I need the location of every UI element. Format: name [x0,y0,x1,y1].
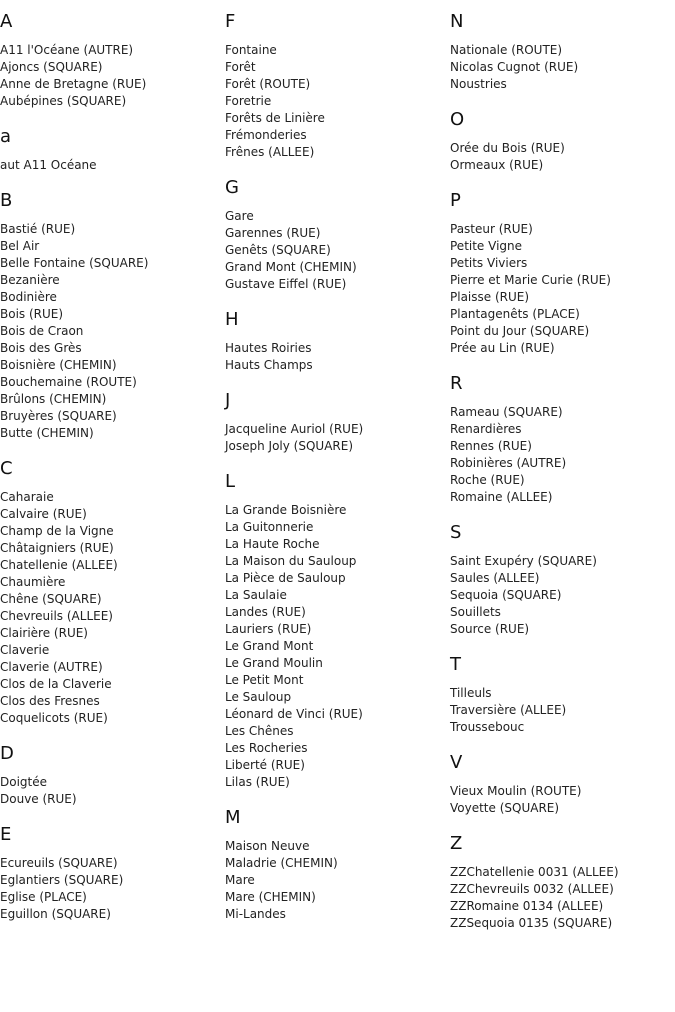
street-index-column-3 [450,10,665,947]
street-link[interactable]: ZZSequoia 0135 (SQUARE) [450,916,613,930]
street-link[interactable]: Le Petit Mont [225,673,304,687]
letter-group [0,823,215,923]
street-link[interactable]: Hauts Champs [225,358,313,372]
street-index-column-2 [225,10,440,938]
street-link[interactable]: Source (RUE) [450,622,530,636]
street-link[interactable]: Champ de la Vigne [0,524,114,538]
street-list [0,855,215,923]
street-link[interactable]: La Grande Boisnière [225,503,347,517]
street-link[interactable]: Lauriers (RUE) [225,622,312,636]
letter-group [0,457,215,727]
street-link[interactable]: Bodinière [0,290,57,304]
street-list [0,774,215,808]
street-link[interactable]: Chêne (SQUARE) [0,592,102,606]
street-link[interactable]: Hautes Roiries [225,341,312,355]
street-link[interactable]: Rennes (RUE) [450,439,532,453]
street-link[interactable]: Noustries [450,77,507,91]
street-link[interactable]: Sequoia (SQUARE) [450,588,562,602]
street-link[interactable]: Bois de Craon [0,324,84,338]
letter-heading: F [225,11,236,32]
street-link[interactable]: Bruyères (SQUARE) [0,409,117,423]
street-link[interactable]: Foretrie [225,94,272,108]
street-list [225,208,440,293]
street-link[interactable]: Bastié (RUE) [0,222,76,236]
letter-heading: a [0,126,12,147]
street-link[interactable]: La Maison du Sauloup [225,554,357,568]
letter-heading: O [450,109,465,130]
street-link[interactable]: Robinières (AUTRE) [450,456,567,470]
street-link[interactable]: Jacqueline Auriol (RUE) [225,422,364,436]
street-link[interactable]: Traversière (ALLEE) [450,703,567,717]
street-link[interactable]: Ajoncs (SQUARE) [0,60,103,74]
street-link[interactable]: Renardières [450,422,522,436]
street-link[interactable]: Coquelicots (RUE) [0,711,108,725]
street-list [450,140,665,174]
street-link[interactable]: Chatellenie (ALLEE) [0,558,118,572]
letter-heading: V [450,752,463,773]
letter-group [450,10,665,93]
letter-group [450,372,665,506]
street-link[interactable]: Vieux Moulin (ROUTE) [450,784,582,798]
street-link[interactable]: Gare [225,209,254,223]
street-link[interactable]: Les Chênes [225,724,294,738]
street-link[interactable]: Bouchemaine (ROUTE) [0,375,137,389]
street-link[interactable]: ZZChevreuils 0032 (ALLEE) [450,882,614,896]
street-link[interactable]: Caharaie [0,490,54,504]
street-link[interactable]: Point du Jour (SQUARE) [450,324,590,338]
street-link[interactable]: Rameau (SQUARE) [450,405,563,419]
street-list [450,864,665,932]
letter-heading: T [450,654,461,675]
street-link[interactable]: Boisnière (CHEMIN) [0,358,117,372]
street-link[interactable]: Brûlons (CHEMIN) [0,392,107,406]
letter-group [225,389,440,455]
street-list [450,783,665,817]
street-link[interactable]: ZZChatellenie 0031 (ALLEE) [450,865,619,879]
street-link[interactable]: Douve (RUE) [0,792,77,806]
street-link[interactable]: Anne de Bretagne (RUE) [0,77,147,91]
letter-group [0,10,215,110]
letter-heading: M [225,807,241,828]
street-link[interactable]: Eglise (PLACE) [0,890,87,904]
street-link[interactable]: Prée au Lin (RUE) [450,341,555,355]
letter-group [450,751,665,817]
street-link[interactable]: Plantagenêts (PLACE) [450,307,580,321]
letter-group [0,189,215,442]
street-link[interactable]: Aubépines (SQUARE) [0,94,127,108]
street-link[interactable]: Butte (CHEMIN) [0,426,94,440]
street-link[interactable]: Claverie [0,643,50,657]
letter-group [450,653,665,736]
street-list [0,42,215,110]
street-link[interactable]: Bois des Grès [0,341,82,355]
street-link[interactable]: Frênes (ALLEE) [225,145,315,159]
street-link[interactable]: aut A11 Océane [0,158,97,172]
street-link[interactable]: Pasteur (RUE) [450,222,533,236]
letter-group [0,125,215,174]
street-link[interactable]: Grand Mont (CHEMIN) [225,260,357,274]
street-link[interactable]: Claverie (AUTRE) [0,660,103,674]
street-list [450,553,665,638]
street-link[interactable]: Souillets [450,605,501,619]
street-link[interactable]: Orée du Bois (RUE) [450,141,565,155]
street-list [225,838,440,923]
street-list [0,489,215,727]
street-link[interactable]: Nicolas Cugnot (RUE) [450,60,579,74]
street-link[interactable]: Mi-Landes [225,907,286,921]
street-link[interactable]: Maison Neuve [225,839,310,853]
letter-heading: E [0,824,12,845]
street-link[interactable]: Forêt (ROUTE) [225,77,311,91]
street-link[interactable]: Fontaine [225,43,277,57]
letter-group [225,10,440,161]
street-link[interactable]: Bel Air [0,239,40,253]
street-list [225,502,440,791]
street-link[interactable]: Bezanière [0,273,60,287]
letter-heading: D [0,743,14,764]
street-link[interactable]: Clairière (RUE) [0,626,88,640]
letter-heading: A [0,11,13,32]
street-link[interactable]: Eglantiers (SQUARE) [0,873,124,887]
street-link[interactable]: Lilas (RUE) [225,775,290,789]
street-link[interactable]: Petite Vigne [450,239,523,253]
street-link[interactable]: Calvaire (RUE) [0,507,87,521]
street-link[interactable]: La Haute Roche [225,537,320,551]
letter-heading: S [450,522,462,543]
street-link[interactable]: Gustave Eiffel (RUE) [225,277,347,291]
street-link[interactable]: Frémonderies [225,128,307,142]
street-list [0,221,215,442]
street-list [450,685,665,736]
street-link[interactable]: Clos des Fresnes [0,694,100,708]
street-link[interactable]: Petits Viviers [450,256,528,270]
letter-heading: L [225,471,236,492]
street-link[interactable]: Le Grand Moulin [225,656,323,670]
street-link[interactable]: Le Grand Mont [225,639,314,653]
letter-group [450,521,665,638]
street-list [450,221,665,357]
street-link[interactable]: Eguillon (SQUARE) [0,907,111,921]
street-link[interactable]: Pierre et Marie Curie (RUE) [450,273,611,287]
street-link[interactable]: Le Sauloup [225,690,292,704]
letter-heading: R [450,373,463,394]
letter-heading: B [0,190,13,211]
street-link[interactable]: Romaine (ALLEE) [450,490,553,504]
street-link[interactable]: Maladrie (CHEMIN) [225,856,338,870]
street-link[interactable]: Châtaigniers (RUE) [0,541,114,555]
letter-group [225,806,440,923]
street-link[interactable]: Ormeaux (RUE) [450,158,544,172]
street-link[interactable]: La Pièce de Sauloup [225,571,346,585]
street-list [225,340,440,374]
street-link[interactable]: Joseph Joly (SQUARE) [225,439,354,453]
street-link[interactable]: Chaumière [0,575,66,589]
street-link[interactable]: Léonard de Vinci (RUE) [225,707,363,721]
street-index-column-1 [0,10,215,938]
street-list [0,157,215,174]
street-link[interactable]: Saint Exupéry (SQUARE) [450,554,597,568]
street-link[interactable]: Chevreuils (ALLEE) [0,609,113,623]
street-link[interactable]: ZZRomaine 0134 (ALLEE) [450,899,604,913]
letter-group [225,308,440,374]
street-list [450,404,665,506]
letter-heading: H [225,309,239,330]
letter-heading: J [225,390,231,411]
street-link[interactable]: Roche (RUE) [450,473,525,487]
street-link[interactable]: Les Rocheries [225,741,308,755]
letter-group [450,832,665,932]
street-list [225,421,440,455]
letter-group [0,742,215,808]
street-link[interactable]: Bois (RUE) [0,307,64,321]
letter-heading: Z [450,833,463,854]
street-link[interactable]: Ecureuils (SQUARE) [0,856,118,870]
letter-group [450,189,665,357]
street-link[interactable]: Belle Fontaine (SQUARE) [0,256,149,270]
street-link[interactable]: Troussebouc [450,720,525,734]
letter-group [225,470,440,791]
street-list [450,42,665,93]
letter-group [450,108,665,174]
street-link[interactable]: Mare [225,873,255,887]
street-link[interactable]: Forêt [225,60,256,74]
street-link[interactable]: Forêts de Linière [225,111,325,125]
letter-heading: G [225,177,239,198]
street-link[interactable]: Clos de la Claverie [0,677,112,691]
street-link[interactable]: Saules (ALLEE) [450,571,540,585]
letter-heading: P [450,190,461,211]
street-link[interactable]: Doigtée [0,775,48,789]
street-link[interactable]: Tilleuls [450,686,492,700]
street-link[interactable]: La Saulaie [225,588,287,602]
street-link[interactable]: Genêts (SQUARE) [225,243,331,257]
street-link[interactable]: Liberté (RUE) [225,758,305,772]
street-link[interactable]: Landes (RUE) [225,605,306,619]
letter-group [225,176,440,293]
street-link[interactable]: La Guitonnerie [225,520,314,534]
street-link[interactable]: Voyette (SQUARE) [450,801,560,815]
street-link[interactable]: Garennes (RUE) [225,226,321,240]
letter-heading: C [0,458,13,479]
street-link[interactable]: A11 l'Océane (AUTRE) [0,43,134,57]
street-link[interactable]: Nationale (ROUTE) [450,43,563,57]
street-list [225,42,440,161]
street-link[interactable]: Mare (CHEMIN) [225,890,316,904]
street-link[interactable]: Plaisse (RUE) [450,290,530,304]
letter-heading: N [450,11,464,32]
